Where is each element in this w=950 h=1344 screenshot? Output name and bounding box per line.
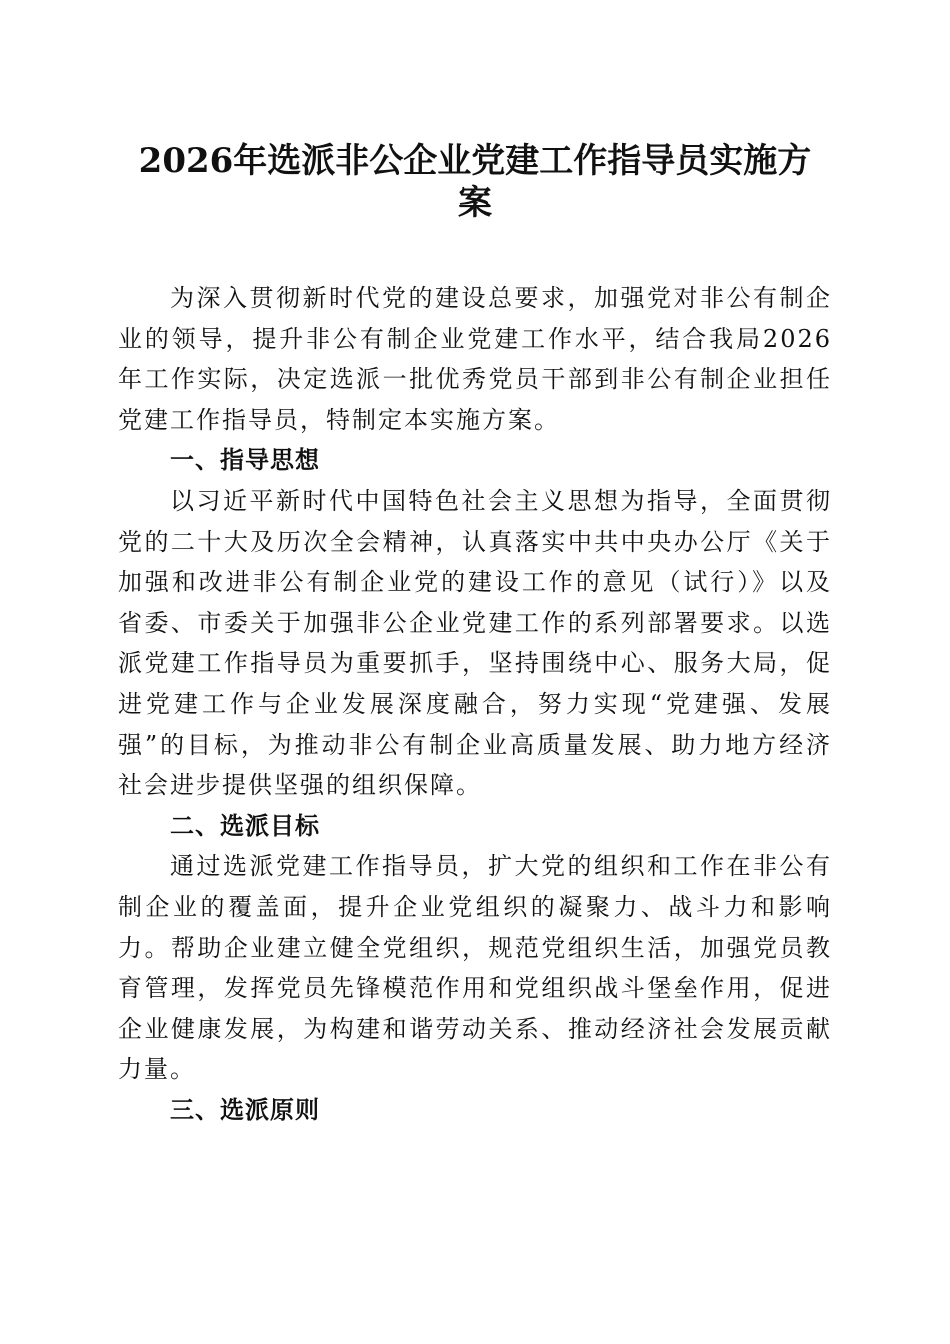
document-title-line-2: 案 [458, 183, 492, 223]
section-body-guiding-ideology: 以习近平新时代中国特色社会主义思想为指导，全面贯彻党的二十大及历次全会精神，认真落实中共中央办公厅《关于加强和改进非公有制企业党的建设工作的意见（试行）》以及省委、市委关于加强非公企业党建工作的系列部署要求。以选派党建工作指导员为重要抓手，坚持围绕中心、服务大局，促进党建工作与企业发展深度融合，努力实现“党建强、发展强”的目标，为推动非公有制企业高质量发展、助力地方经济社会进步提供坚强的组织保障。 [118, 486, 832, 800]
section-body-selection-goals: 通过选派党建工作指导员，扩大党的组织和工作在非公有制企业的覆盖面，提升企业党组织的凝聚力、战斗力和影响力。帮助企业建立健全党组织，规范党组织生活，加强党员教育管理，发挥党员先锋模范作用和党组织战斗堡垒作用，促进企业健康发展，为构建和谐劳动关系、推动经济社会发展贡献力量。 [118, 852, 832, 1084]
section-heading-selection-goals: 二、选派目标 [170, 811, 320, 840]
document-title-line-1: 2026年选派非公企业党建工作指导员实施方 [138, 141, 812, 181]
section-heading-selection-principles: 三、选派原则 [170, 1095, 320, 1124]
intro-paragraph: 为深入贯彻新时代党的建设总要求，加强党对非公有制企业的领导，提升非公有制企业党建工作水平，结合我局2026年工作实际，决定选派一批优秀党员干部到非公有制企业担任党建工作指导员，特制定本实施方案。 [118, 284, 832, 434]
section-heading-guiding-ideology: 一、指导思想 [170, 446, 320, 475]
document-body [118, 278, 832, 1130]
